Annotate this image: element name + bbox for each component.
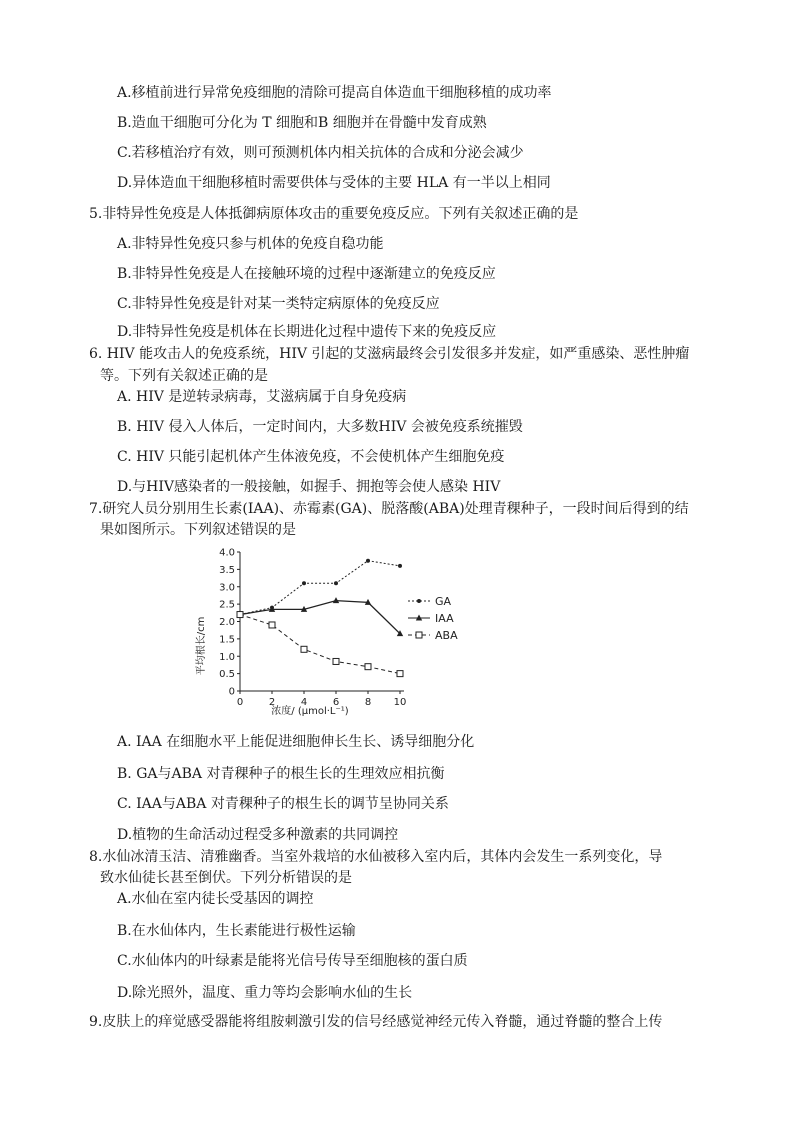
answer-option: D.与HIV感染者的一般接触，如握手、拥抱等会使人感染 HIV — [117, 479, 501, 495]
answer-option: B.造血干细胞可分化为 T 细胞和B 细胞并在骨髓中发育成熟 — [117, 115, 487, 131]
aba-point — [397, 671, 403, 677]
aba-point — [333, 658, 339, 664]
ga-point — [398, 564, 402, 568]
x-tick-label: 10 — [393, 697, 407, 708]
answer-option: C.若移植治疗有效，则可预测机体内相关抗体的合成和分泌会减少 — [117, 145, 524, 161]
answer-option: C.非特异性免疫是针对某一类特定病原体的免疫反应 — [117, 296, 440, 312]
y-tick-label: 2.5 — [219, 599, 235, 611]
answer-option: B. HIV 侵入人体后，一定时间内，大多数HIV 会被免疫系统摧毁 — [117, 419, 523, 435]
answer-option: D.植物的生命活动过程受多种激素的共同调控 — [117, 827, 399, 843]
answer-option: A.水仙在室内徒长受基因的调控 — [117, 891, 314, 907]
question-stem: 果如图所示。下列叙述错误的是 — [100, 522, 296, 538]
question-stem: 致水仙徒长甚至倒伏。下列分析错误的是 — [100, 870, 352, 886]
y-tick-label: 0 — [228, 686, 235, 698]
aba-point — [269, 622, 275, 628]
question-stem: 8.水仙冰清玉洁、清雅幽香。当室外栽培的水仙被移入室内后，其体内会发生一系列变化，导 — [89, 849, 663, 865]
legend-label: IAA — [435, 612, 454, 625]
aba-series-line — [240, 615, 400, 674]
y-tick-label: 0.5 — [219, 669, 235, 681]
ga-point — [366, 559, 370, 563]
aba-point — [416, 632, 422, 638]
ga-series-line — [240, 561, 400, 615]
aba-point — [301, 646, 307, 652]
answer-option: D.除光照外，温度、重力等均会影响水仙的生长 — [117, 985, 413, 1001]
x-tick-label: 8 — [364, 697, 372, 708]
answer-option: C. HIV 只能引起机体产生体液免疫，不会使机体产生细胞免疫 — [117, 449, 505, 465]
chart-axes — [240, 552, 404, 691]
answer-option: A.非特异性免疫只参与机体的免疫自稳功能 — [117, 236, 384, 252]
iaa-series-line — [240, 601, 400, 634]
aba-point — [237, 612, 243, 618]
answer-option: B.非特异性免疫是人在接触环境的过程中逐渐建立的免疫反应 — [117, 266, 496, 282]
legend-label: ABA — [435, 629, 458, 642]
root-length-chart — [190, 544, 490, 724]
y-tick-label: 1.0 — [219, 651, 235, 663]
y-tick-label: 3.5 — [219, 564, 235, 576]
ga-point — [334, 581, 338, 585]
x-axis-label: 浓度/ (μmol·L⁻¹) — [271, 706, 349, 717]
question-stem: 6. HIV 能攻击人的免疫系统，HIV 引起的艾滋病最终会引发很多并发症，如严重感染、恶性肿瘤 — [89, 346, 690, 362]
x-tick-label: 4 — [300, 697, 308, 708]
answer-option: C. IAA与ABA 对青稞种子的根生长的调节呈协同关系 — [117, 796, 449, 812]
chart-lines — [237, 559, 403, 677]
y-tick-label: 2.0 — [219, 617, 235, 628]
answer-option: C.水仙体内的叶绿素是能将光信号传导至细胞核的蛋白质 — [117, 953, 468, 969]
answer-option: A. IAA 在细胞水平上能促进细胞伸长生长、诱导细胞分化 — [117, 734, 475, 750]
answer-option: B.在水仙体内，生长素能进行极性运输 — [117, 923, 356, 939]
aba-point — [365, 664, 371, 670]
chart-legend — [408, 595, 458, 642]
answer-option: A. HIV 是逆转录病毒，艾滋病属于自身免疫病 — [117, 389, 407, 405]
answer-option: D.异体造血干细胞移植时需要供体与受体的主要 HLA 有一半以上相同 — [117, 175, 551, 191]
question-stem: 5.非特异性免疫是人体抵御病原体攻击的重要免疫反应。下列有关叙述正确的是 — [89, 206, 579, 222]
ga-point — [302, 581, 306, 585]
y-axis-label: 平均根长/cm — [196, 616, 207, 676]
legend-label: GA — [435, 595, 452, 608]
question-stem: 7.研究人员分别用生长素(IAA)、赤霉素(GA)、脱落酸(ABA)处理青稞种子，一段时间后得到的结 — [89, 501, 689, 517]
y-tick-label: 1.5 — [219, 634, 235, 646]
ga-point — [417, 599, 421, 603]
x-tick-label: 2 — [268, 697, 276, 708]
x-tick-label: 6 — [332, 697, 340, 708]
question-stem: 等。下列有关叙述正确的是 — [100, 368, 268, 384]
y-tick-label: 3.0 — [219, 582, 235, 594]
chart-ticks — [219, 548, 406, 709]
y-tick-label: 4.0 — [219, 547, 235, 559]
x-tick-label: 0 — [236, 697, 244, 708]
answer-option: A.移植前进行异常免疫细胞的清除可提高自体造血干细胞移植的成功率 — [117, 85, 552, 101]
answer-option: D.非特异性免疫是机体在长期进化过程中遗传下来的免疫反应 — [117, 324, 497, 340]
question-stem: 9.皮肤上的痒觉感受器能将组胺刺激引发的信号经感觉神经元传入脊髓，通过脊髓的整合上传 — [89, 1014, 663, 1030]
answer-option: B. GA与ABA 对青稞种子的根生长的生理效应相抗衡 — [117, 766, 445, 782]
